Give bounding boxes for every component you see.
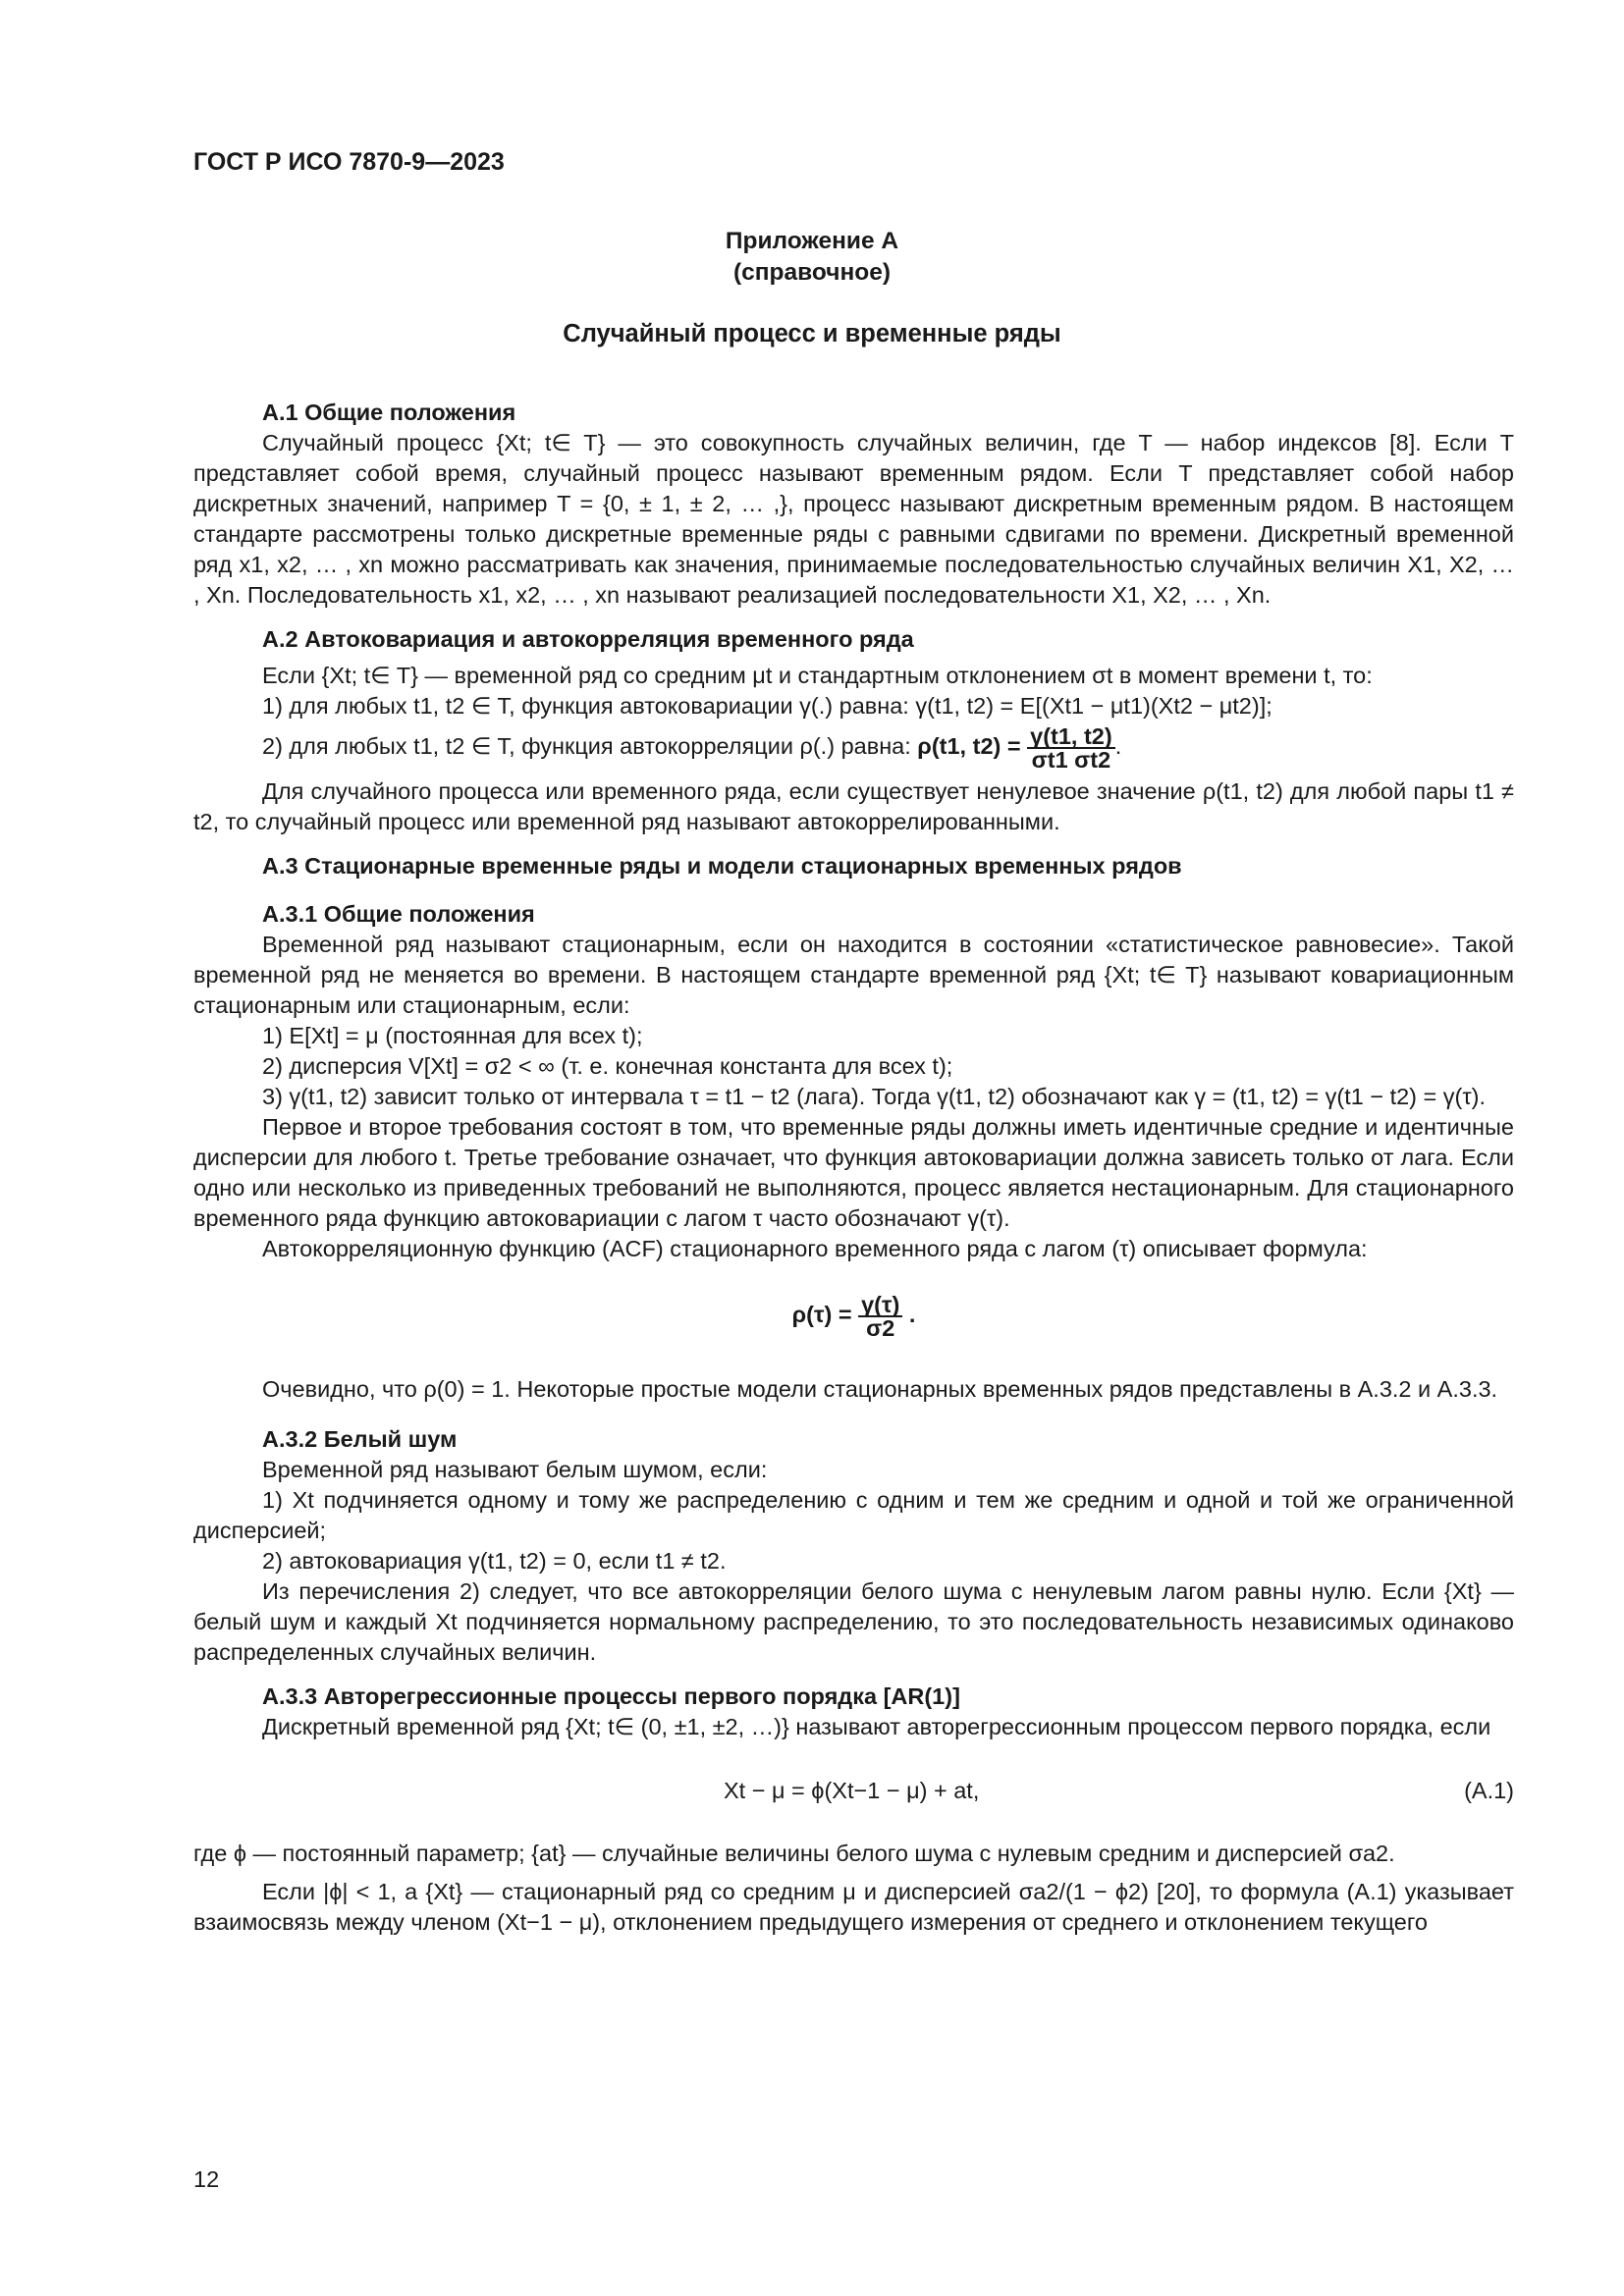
section-heading-a32: А.3.2 Белый шум (262, 1426, 458, 1452)
annex-label: Приложение А (725, 228, 899, 254)
a2-item2-lhs: ρ(t1, t2) = (917, 733, 1021, 760)
list-item-a31-2: 2) дисперсия V[Xt] = σ2 < ∞ (т. е. конечная константа для всех t); (262, 1053, 953, 1079)
acf-formula (193, 1294, 1514, 1339)
list-item-a32-1: 1) Xt подчиняется одному и тому же распределению с одним и тем же средним и одной и той же ограниченной дисперсией; (193, 1487, 1514, 1543)
section-heading-a1: А.1 Общие положения (262, 400, 516, 425)
paragraph-a32-1: Временной ряд называют белым шумом, если: (262, 1457, 768, 1482)
section-heading-a2: А.2 Автоковариация и автокорреляция временного ряда (262, 626, 914, 652)
list-item-a31-3: 3) γ(t1, t2) зависит только от интервала τ = t1 − t2 (лага). Тогда γ(t1, t2) обозначают как γ = (t1, t2) = γ(t1 − t2) = γ(τ). (262, 1084, 1486, 1109)
acf-numerator: γ(τ) (858, 1294, 902, 1317)
acf-denominator: σ2 (866, 1315, 895, 1341)
annex-type: (справочное) (732, 259, 892, 286)
list-item-a2-1: 1) для любых t1, t2 ∈ T, функция автоковариации γ(.) равна: γ(t1, t2) = E[(Xt1 − μt1)(Xt2 − μt2)]; (262, 693, 1272, 719)
equation-a1-row (193, 1776, 1514, 1815)
acf-tail: . (908, 1302, 916, 1328)
paragraph-a2-intro: Если {Xt; t∈ T} — временной ряд со средним μt и стандартным отклонением σt в момент времени t, то: (262, 663, 1373, 688)
list-item-a32-2: 2) автоковариация γ(t1, t2) = 0, если t1 ≠ t2. (262, 1548, 727, 1574)
paragraph-a31-3: Автокорреляционную функцию (ACF) стационарного временного ряда с лагом (τ) описывает формула: (262, 1236, 1368, 1261)
autocorrelation-fraction (1027, 725, 1115, 771)
acf-fraction (858, 1294, 902, 1339)
paragraph-a31-4: Очевидно, что ρ(0) = 1. Некоторые простые модели стационарных временных рядов представлены в А.3.2 и А.3.3. (262, 1376, 1498, 1402)
equation-a1: Xt − μ = ϕ(Xt−1 − μ) + at, (724, 1778, 980, 1803)
annex-title (0, 226, 1624, 289)
paragraph-a1: Случайный процесс {Xt; t∈ T} — это совокупность случайных величин, где T — набор индексов [8]. Если T представляет собой время, случайный процесс называют временным рядом. Если T представляет собой набор дискретных значений, например T = {0, ± 1, ± 2, … ,}, процесс называют дискретным временным рядом. В настоящем стандарте рассмотрены только дискретные временные ряды с равными сдвигами по времени. Дискретный временной ряд x1, x2, … , xn можно рассматривать как значения, принимаемые последовательностью случайных величин X1, X2, … , Xn. Последовательность x1, x2, … , xn называют реализацией последовательности X1, X2, … , Xn. (193, 430, 1514, 608)
section-heading-a33: А.3.3 Авторегрессионные процессы первого порядка [AR(1)] (262, 1683, 960, 1709)
list-item-a31-1: 1) E[Xt] = μ (постоянная для всех t); (262, 1023, 643, 1048)
a2-item2-text: 2) для любых t1, t2 ∈ T, функция автокорреляции ρ(.) равна: (262, 733, 911, 760)
acf-lhs: ρ(τ) = (791, 1302, 852, 1328)
paragraph-a33-1: Дискретный временной ряд {Xt; t∈ (0, ±1, ±2, …)} называют авторегрессионным процессом первого порядка, если (262, 1714, 1491, 1739)
paragraph-a2-end: Для случайного процесса или временного ряда, если существует ненулевое значение ρ(t1, t2) для любой пары t1 ≠ t2, то случайный процесс или временной ряд называют автокоррелированными. (193, 778, 1514, 834)
fraction-denominator: σt1 σt2 (1031, 747, 1111, 773)
section-heading-a31: А.3.1 Общие положения (262, 901, 535, 927)
paragraph-a32-2: Из перечисления 2) следует, что все автокорреляции белого шума с ненулевым лагом равны нулю. Если {Xt} — белый шум и каждый Xt подчиняется нормальному распределению, то это последовательность независимых одинаково распределенных случайных величин. (193, 1578, 1514, 1665)
annex-main-title: Случайный процесс и временные ряды (563, 320, 1061, 347)
document-header: ГОСТ Р ИСО 7870-9—2023 (193, 148, 505, 176)
equation-a1-number: (A.1) (1464, 1778, 1514, 1803)
paragraph-a31-2: Первое и второе требования состоят в том, что временные ряды должны иметь идентичные средние и идентичные дисперсии для любого t. Третье требование означает, что функция автоковариации должна зависеть только от лага. Если одно или несколько из приведенных требований не выполняются, процесс является нестационарным. Для стационарного временного ряда функцию автоковариации с лагом τ часто обозначают γ(τ). (193, 1114, 1514, 1231)
document-body (193, 398, 1514, 1938)
list-item-a2-2: 2) для любых t1, t2 ∈ T, функция автокорреляции ρ(.) равна: ρ(t1, t2) = $\frac{\gamma(t1, t2)}{\sigma t1 \sigma t2}$ . (262, 723, 1122, 773)
fraction-numerator: γ(t1, t2) (1027, 725, 1115, 749)
section-heading-a3: А.3 Стационарные временные ряды и модели стационарных временных рядов (262, 853, 1182, 879)
page-number: 12 (193, 2166, 220, 2192)
paragraph-a31-1: Временной ряд называют стационарным, если он находится в состоянии «статистическое равновесие». Такой временной ряд не меняется во времени. В настоящем стандарте временной ряд {Xt; t∈ T} называют ковариационным стационарным или стационарным, если: (193, 932, 1514, 1018)
paragraph-a33-2: Если |ϕ| < 1, а {Xt} — стационарный ряд со средним μ и дисперсией σa2/(1 − ϕ2) [20], то формула (A.1) указывает взаимосвязь между членом (Xt−1 − μ), отклонением предыдущего измерения от среднего и отклонением текущего (193, 1879, 1514, 1935)
paragraph-a33-where: где ϕ — постоянный параметр; {at} — случайные величины белого шума с нулевым средним и дисперсией σa2. (193, 1841, 1395, 1866)
